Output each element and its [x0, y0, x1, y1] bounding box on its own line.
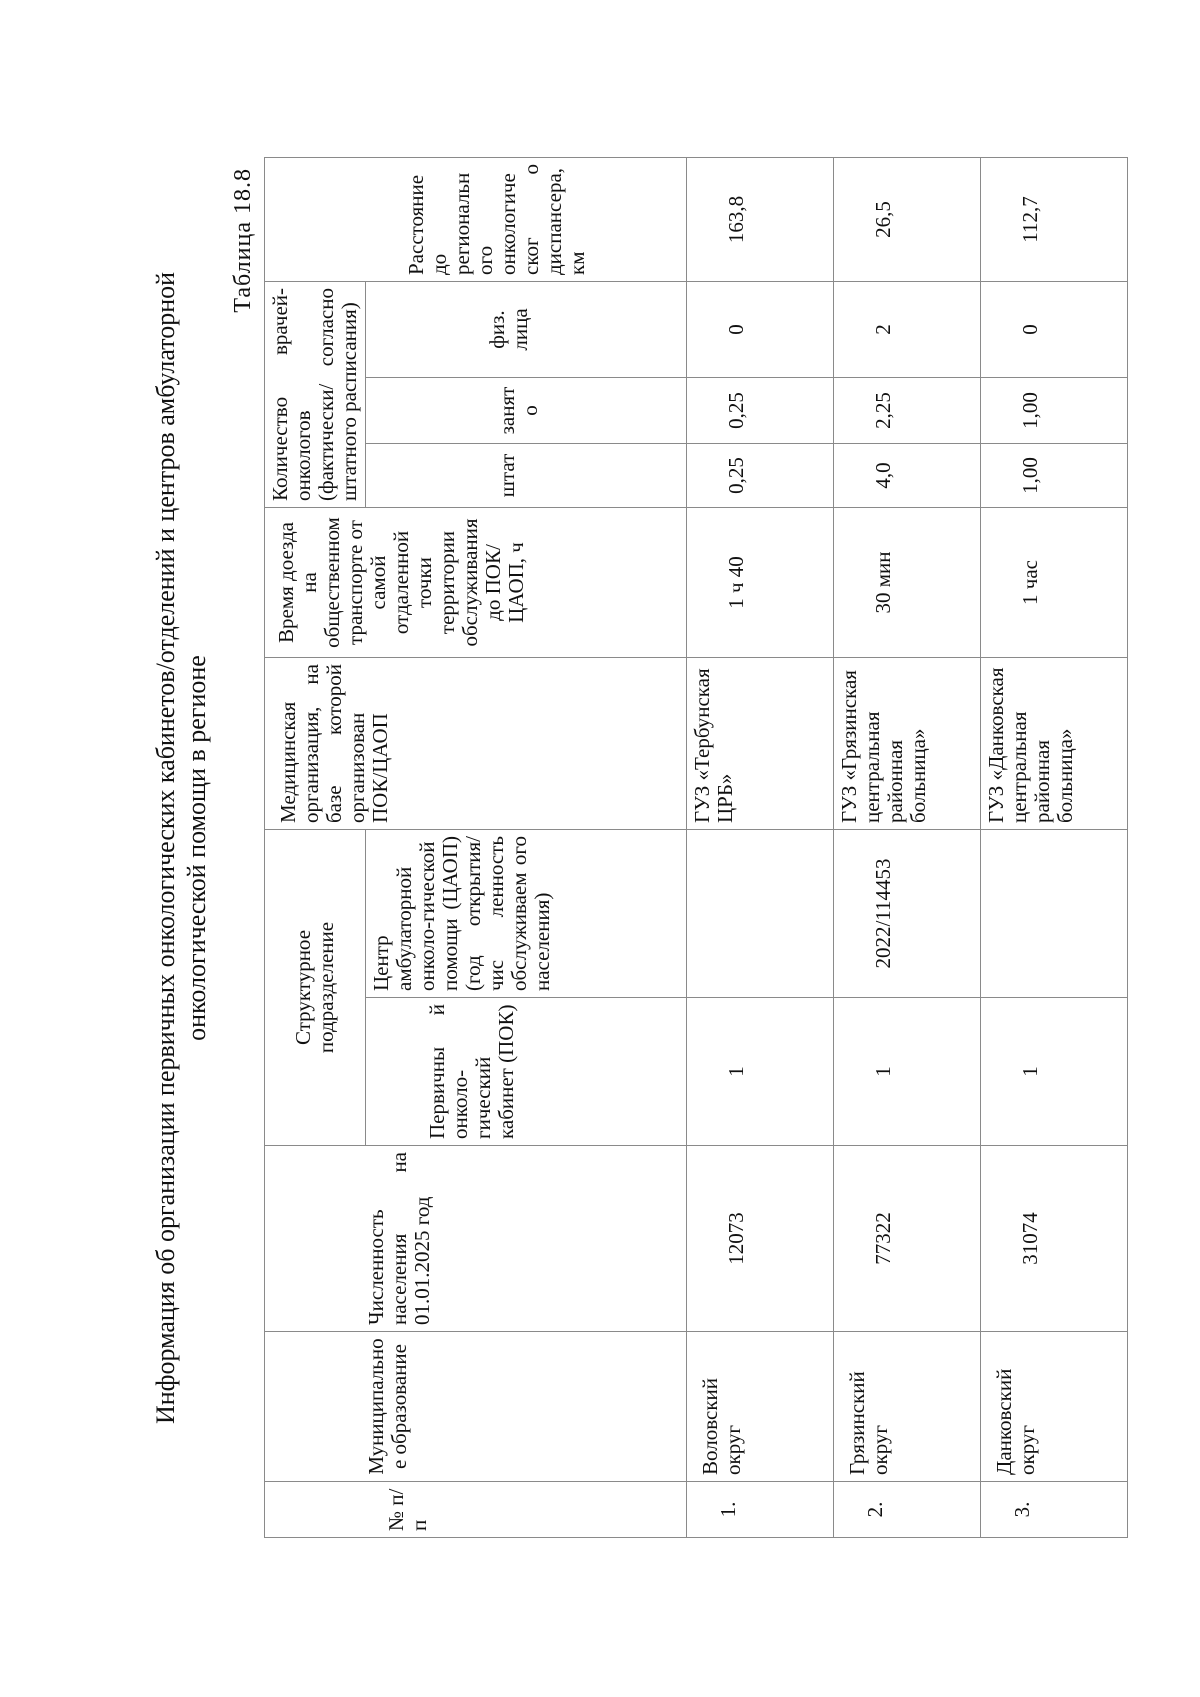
header-persons: физ. лица [366, 282, 687, 378]
cell-num: 3. [981, 1482, 1128, 1538]
cell-num: 1. [687, 1482, 834, 1538]
cell-organization: ГУЗ «Грязинская центральная районная больница» [834, 658, 981, 830]
cell-caop [981, 830, 1128, 998]
cell-pok: 1 [687, 998, 834, 1146]
cell-occupied: 2,25 [834, 378, 981, 444]
table-number: Таблица 18.8 [230, 168, 256, 313]
cell-travel-time: 1 час [981, 508, 1128, 658]
table-row [687, 158, 834, 1538]
header-caop: Центр амбулаторной онколо-гической помощи (ЦАОП) (год открытия/чис ленность обслуживаем ого населения) [366, 830, 687, 998]
table-row [834, 158, 981, 1538]
header-occupied: занято [366, 378, 687, 444]
cell-distance: 112,7 [981, 158, 1128, 282]
cell-persons: 2 [834, 282, 981, 378]
cell-municipality: Данковский округ [981, 1332, 1128, 1482]
header-distance: Расстояние до регионального онкологическог о диспансера, км [265, 158, 687, 282]
cell-organization: ГУЗ «Тербунская ЦРБ» [687, 658, 834, 830]
header-population: Численность населения на 01.01.2025 год [265, 1146, 687, 1332]
oncology-table [264, 157, 1128, 1538]
cell-pok: 1 [834, 998, 981, 1146]
cell-caop: 2022/114453 [834, 830, 981, 998]
cell-occupied: 1,00 [981, 378, 1128, 444]
cell-population: 31074 [981, 1146, 1128, 1332]
cell-municipality: Воловский округ [687, 1332, 834, 1482]
header-organization: Медицинская организация, на базе которой организован ПОК/ЦАОП [265, 658, 687, 830]
cell-num: 2. [834, 1482, 981, 1538]
cell-persons: 0 [981, 282, 1128, 378]
cell-occupied: 0,25 [687, 378, 834, 444]
header-num: № п/ п [265, 1482, 687, 1538]
cell-organization: ГУЗ «Данковская центральная районная больница» [981, 658, 1128, 830]
cell-staff: 1,00 [981, 444, 1128, 508]
cell-persons: 0 [687, 282, 834, 378]
cell-distance: 26,5 [834, 158, 981, 282]
header-staff: штат [366, 444, 687, 508]
cell-distance: 163,8 [687, 158, 834, 282]
cell-caop [687, 830, 834, 998]
cell-travel-time: 30 мин [834, 508, 981, 658]
cell-travel-time: 1 ч 40 [687, 508, 834, 658]
cell-municipality: Грязинский округ [834, 1332, 981, 1482]
header-travel-time: Время доезда на общественном транспорте от самой отдаленной точки территории обслуживания до ПОК/ЦАОП, ч [265, 508, 687, 658]
rotated-document-page [150, 158, 1077, 1538]
table-row [981, 158, 1128, 1538]
title-line-2: онкологической помощи в регионе [182, 655, 211, 1041]
cell-pok: 1 [981, 998, 1128, 1146]
cell-population: 12073 [687, 1146, 834, 1332]
header-municipality: Муниципальное образование [265, 1332, 687, 1482]
title-line-1: Информация об организации первичных онкологических кабинетов/отделений и центров амбулаторной [151, 271, 180, 1425]
cell-staff: 4,0 [834, 444, 981, 508]
cell-staff: 0,25 [687, 444, 834, 508]
document-title [150, 158, 212, 1538]
header-row-1 [265, 158, 366, 1538]
header-structural-unit: Структурное подразделение [265, 830, 366, 1146]
header-pok: Первичны й онколо-гический кабинет (ПОК) [366, 998, 687, 1146]
header-oncologists: Количество врачей-онкологов (фактически/ согласно штатного расписания) [265, 282, 366, 508]
cell-population: 77322 [834, 1146, 981, 1332]
